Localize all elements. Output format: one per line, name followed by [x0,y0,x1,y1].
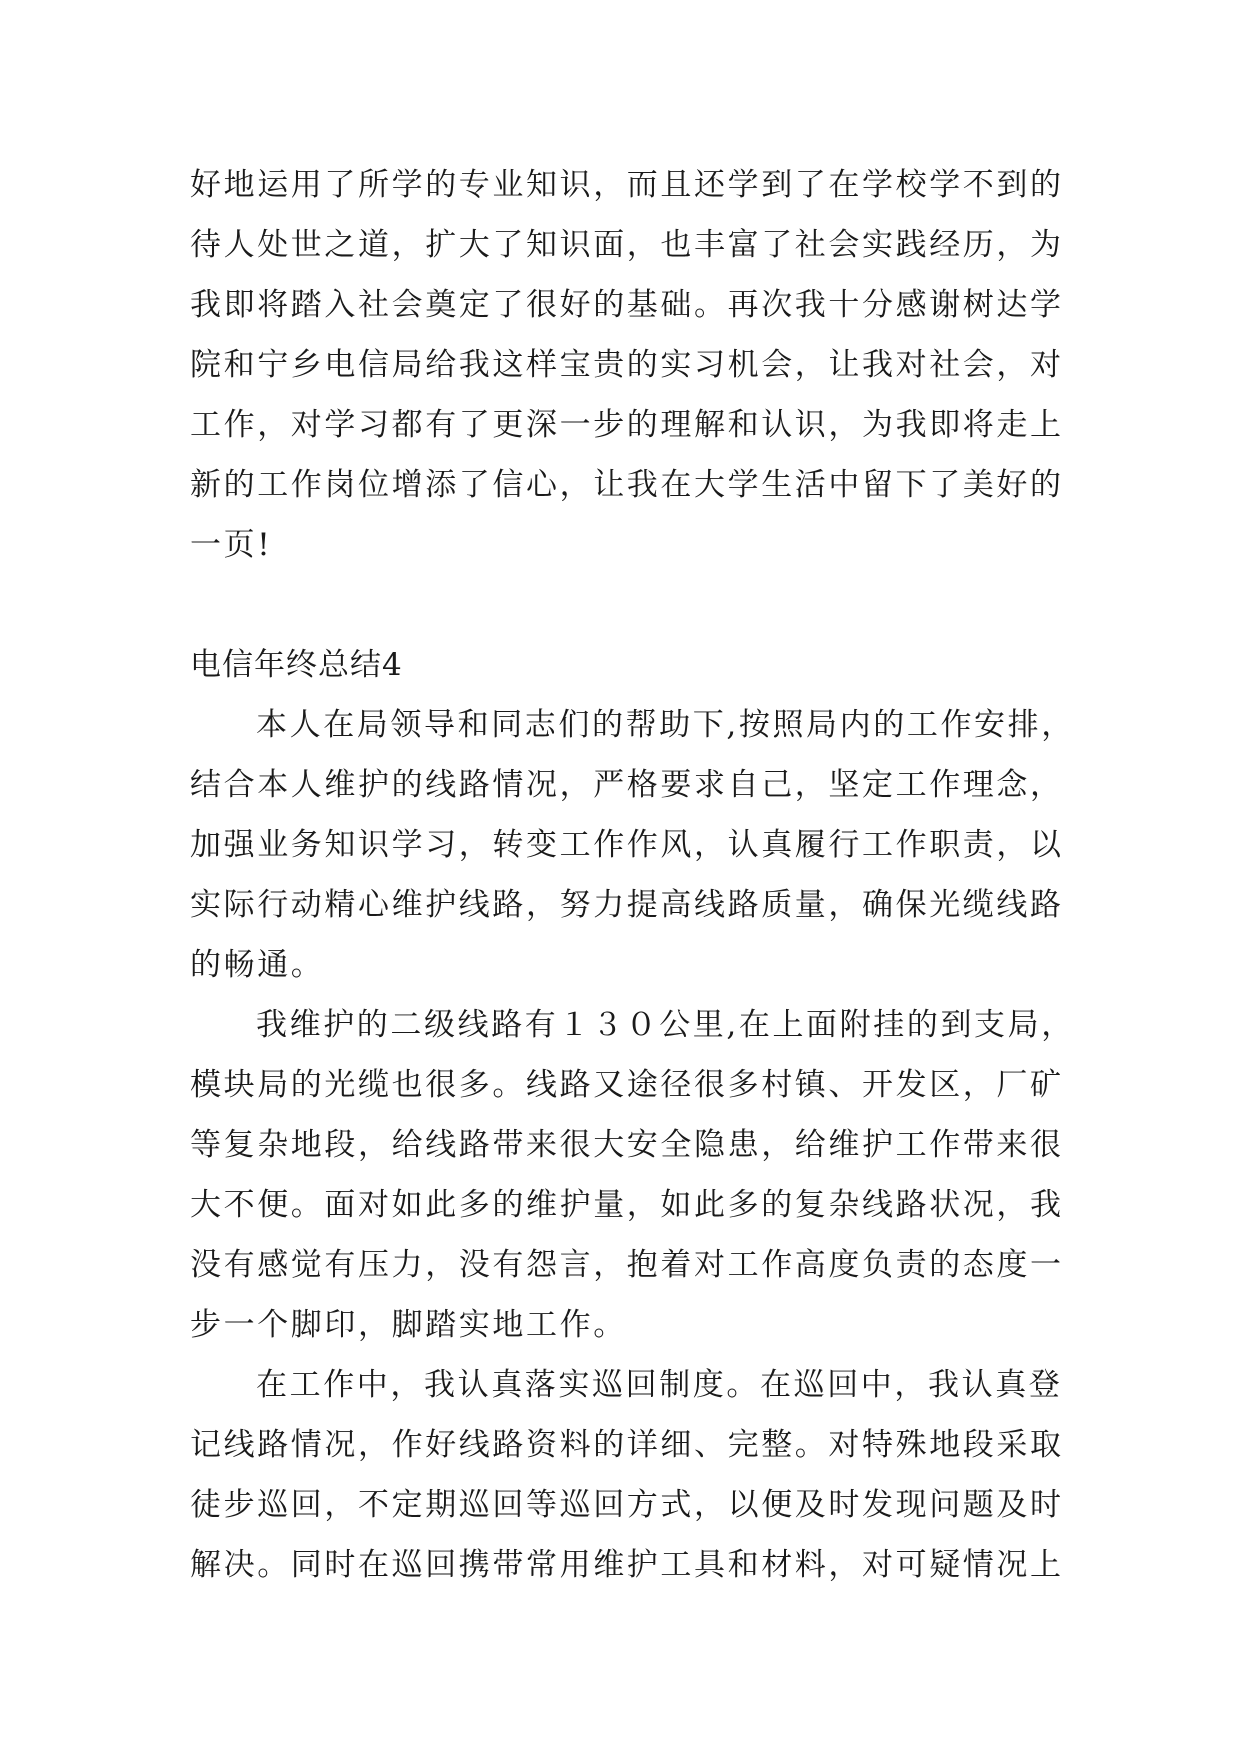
intro-line: 工作，对学习都有了更深一步的理解和认识，为我即将走上 [190,407,1064,443]
section-title: 电信年终总结4 [190,647,403,683]
paragraph-line: 我维护的二级线路有１３０公里,在上面附挂的到支局， [256,1007,1075,1043]
paragraph-line: 加强业务知识学习，转变工作作风，认真履行工作职责，以 [190,827,1064,863]
paragraph-2 [190,995,1075,1355]
paragraph-line: 大不便。面对如此多的维护量，如此多的复杂线路状况，我 [190,1187,1064,1223]
paragraph-1 [190,695,1075,995]
intro-line: 一页! [190,527,273,563]
paragraph-line: 没有感觉有压力，没有怨言，抱着对工作高度负责的态度一 [190,1247,1064,1283]
paragraph-line: 解决。同时在巡回携带常用维护工具和材料，对可疑情况上 [190,1547,1064,1583]
intro-line: 我即将踏入社会奠定了很好的基础。再次我十分感谢树达学 [190,287,1064,323]
paragraph-line: 实际行动精心维护线路，努力提高线路质量，确保光缆线路 [190,887,1064,923]
paragraph-line: 在工作中，我认真落实巡回制度。在巡回中，我认真登 [256,1367,1063,1403]
section-spacer [190,575,1070,635]
paragraph-line: 本人在局领导和同志们的帮助下,按照局内的工作安排， [256,707,1075,743]
paragraph-line: 徒步巡回，不定期巡回等巡回方式，以便及时发现问题及时 [190,1487,1064,1523]
paragraph-3 [190,1355,1070,1595]
paragraph-line: 结合本人维护的线路情况，严格要求自己，坚定工作理念， [190,767,1064,803]
intro-line: 新的工作岗位增添了信心，让我在大学生活中留下了美好的 [190,467,1064,503]
paragraph-line: 的畅通。 [190,947,325,983]
intro-line: 院和宁乡电信局给我这样宝贵的实习机会，让我对社会，对 [190,347,1064,383]
paragraph-line: 等复杂地段，给线路带来很大安全隐患，给维护工作带来很 [190,1127,1064,1163]
intro-line: 好地运用了所学的专业知识，而且还学到了在学校学不到的 [190,167,1064,203]
paragraph-line: 记线路情况，作好线路资料的详细、完整。对特殊地段采取 [190,1427,1064,1463]
intro-line: 待人处世之道，扩大了知识面，也丰富了社会实践经历，为 [190,227,1064,263]
document-body [190,155,1075,1595]
paragraph-line: 步一个脚印，脚踏实地工作。 [190,1307,627,1343]
paragraph-line: 模块局的光缆也很多。线路又途径很多村镇、开发区，厂矿 [190,1067,1064,1103]
